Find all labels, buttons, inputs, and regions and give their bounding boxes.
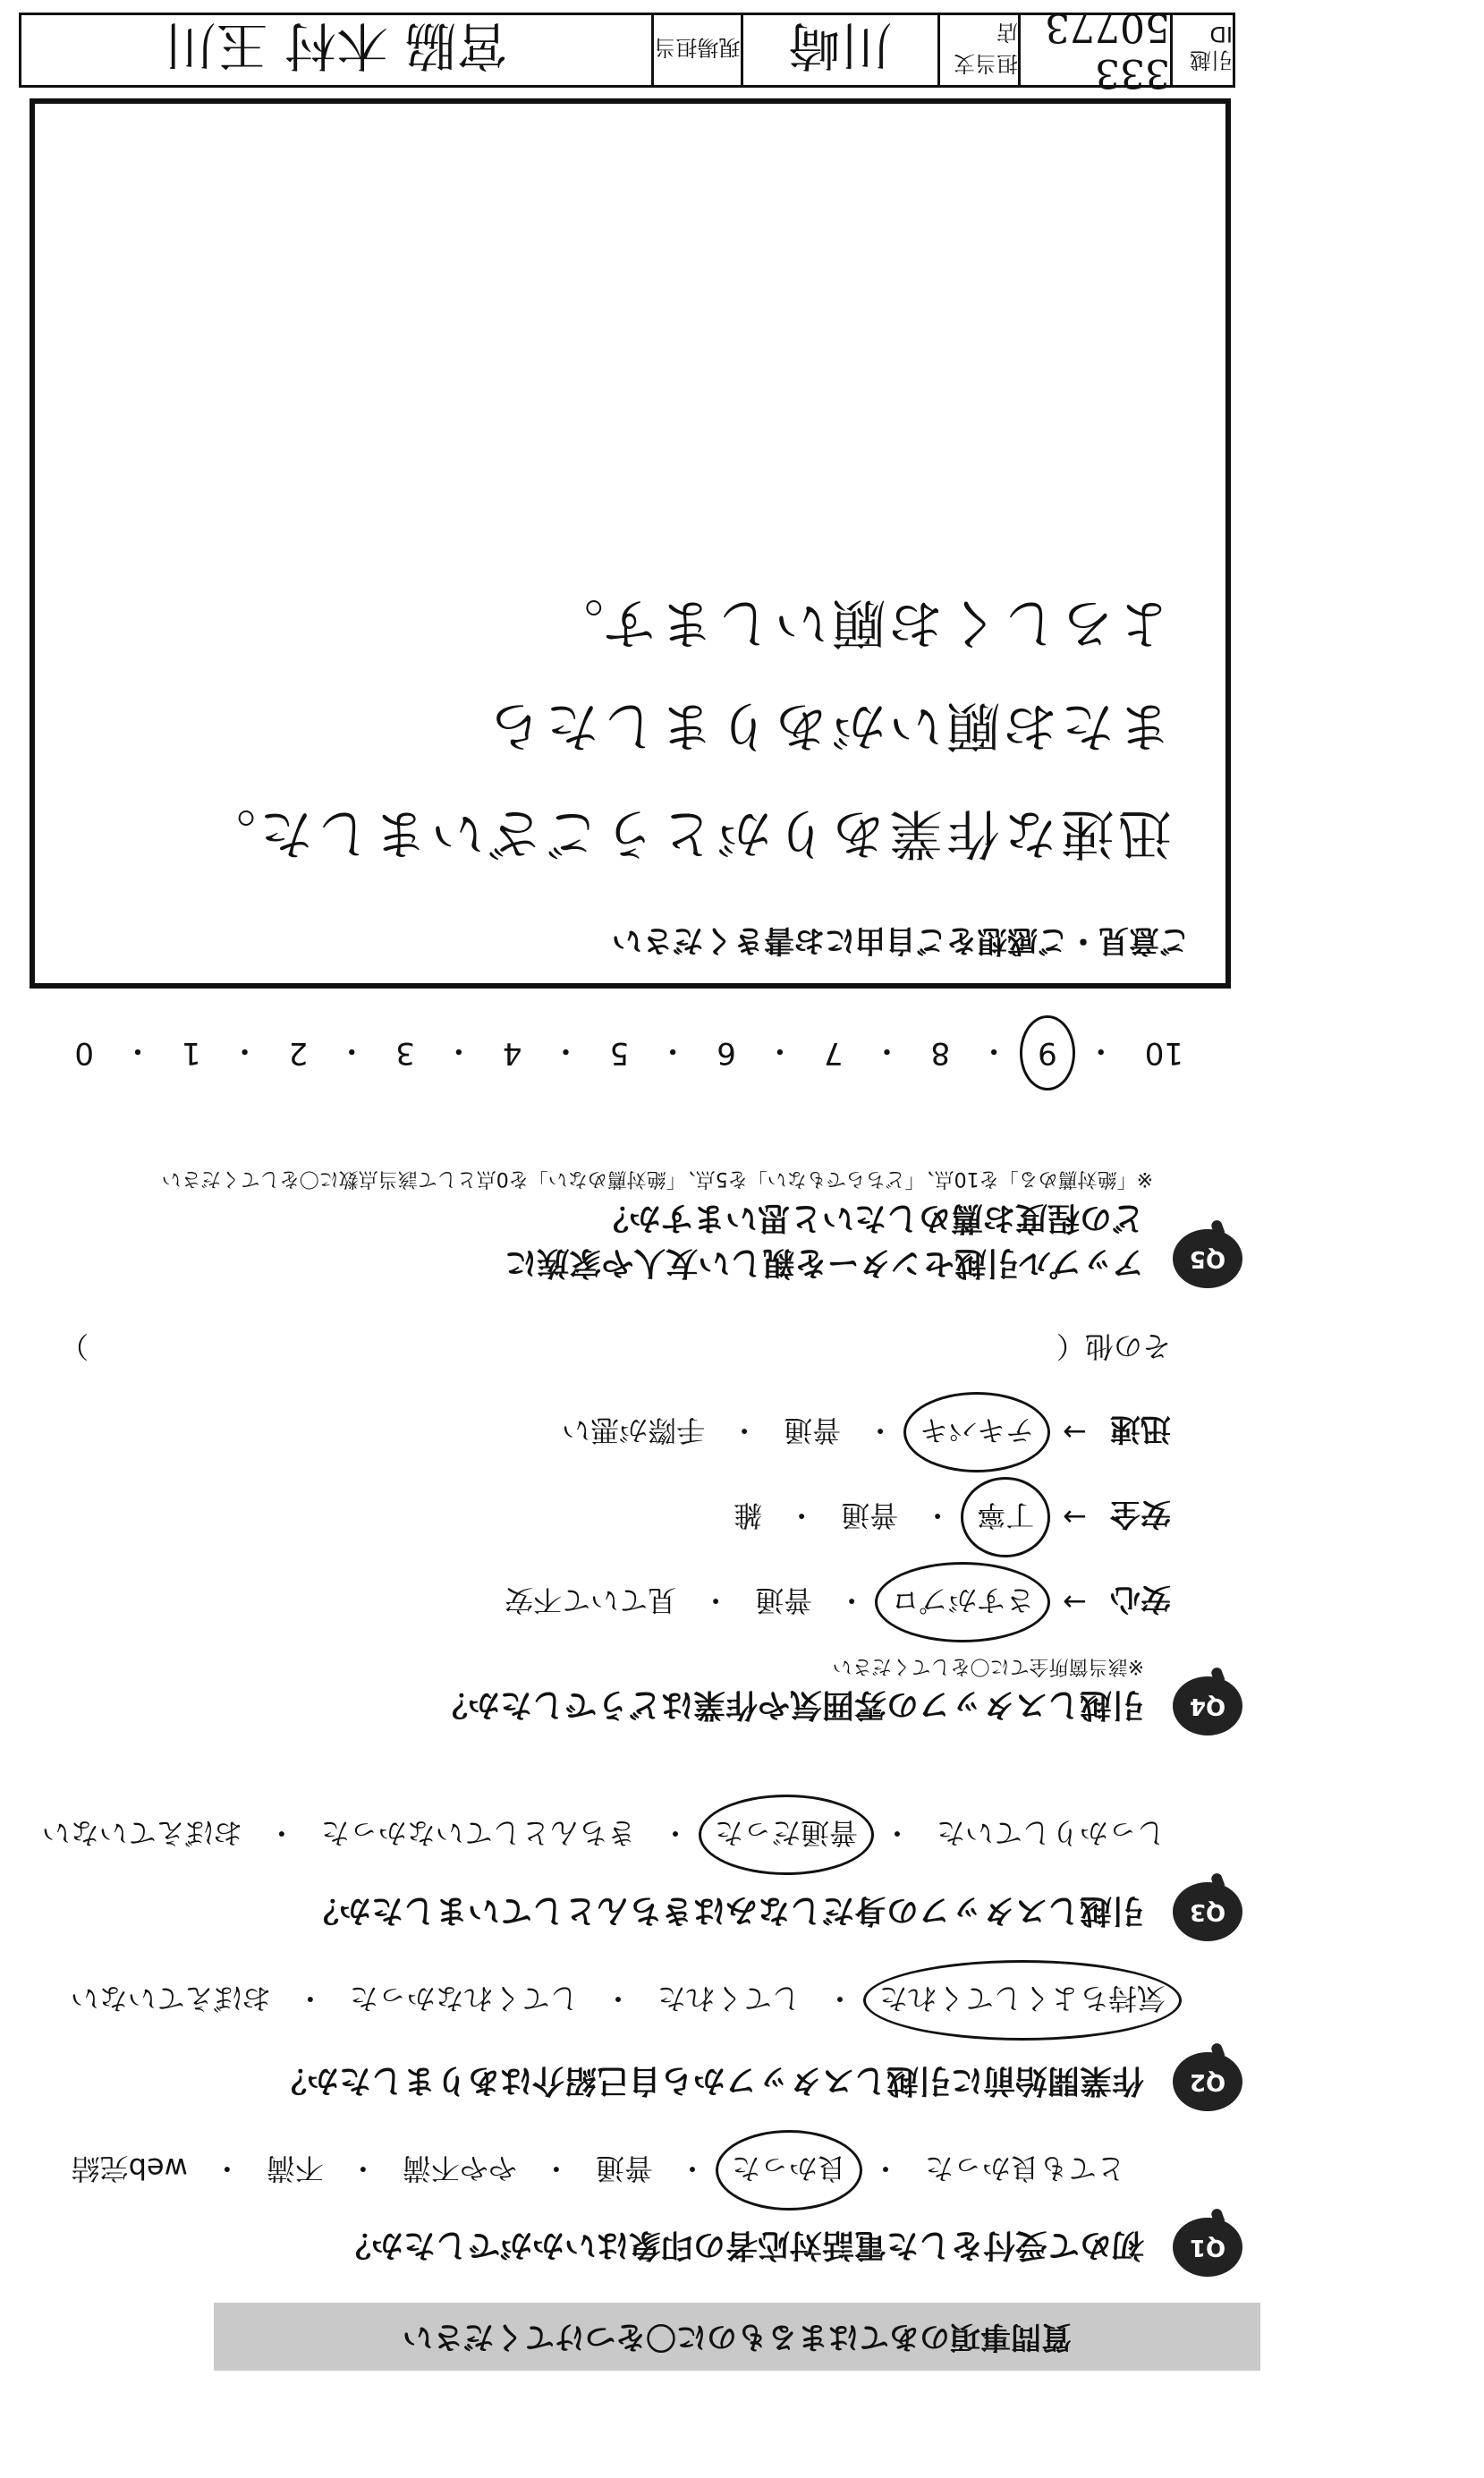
q2-options: 気持ちよくしてくれた ・ してくれた ・ してくれなかった ・ おぼえていない bbox=[65, 1974, 1171, 2026]
q3-question: 引越しスタッフの身だしなみはきちんとしていましたか？ bbox=[306, 1892, 1144, 1929]
q1-option-2-circled[interactable]: 良かった bbox=[726, 2144, 852, 2196]
q3-option-2-circled[interactable]: 普通だった bbox=[709, 1809, 863, 1861]
q5-score-3[interactable]: 3 bbox=[395, 1035, 415, 1072]
q4-row-label-anzen: 安全 bbox=[1110, 1496, 1171, 1532]
q5-score-4[interactable]: 4 bbox=[502, 1035, 522, 1072]
instruction-banner bbox=[214, 2303, 1260, 2371]
q1-option-5[interactable]: 不満 bbox=[266, 2151, 324, 2185]
q2-question: 作業開始前に引越しスタッフから自己紹介はありましたか？ bbox=[274, 2062, 1144, 2099]
q4-anzen-option-2[interactable]: 普通 bbox=[841, 1498, 899, 1532]
q4-other-close bbox=[60, 1328, 89, 1369]
q4-question: 引越しスタッフの雰囲気や作業はどうでしたか？ bbox=[435, 1686, 1144, 1723]
q5-question-line2: どの程度お薦めしたいと思いますか？ bbox=[596, 1200, 1144, 1236]
q2-option-1-circled[interactable]: 気持ちよくしてくれた bbox=[874, 1974, 1171, 2026]
q5-score-5[interactable]: 5 bbox=[609, 1035, 630, 1072]
comment-line-2: またお願いがありましたら bbox=[485, 694, 1172, 757]
q5-score-10[interactable]: 10 bbox=[1144, 1035, 1183, 1072]
q3-option-1[interactable]: しっかりしていた bbox=[936, 1816, 1166, 1850]
q4-anzen-option-1-circled[interactable]: 丁寧 bbox=[971, 1491, 1039, 1543]
q5-score-8[interactable]: 8 bbox=[930, 1035, 951, 1072]
q5-score-2[interactable]: 2 bbox=[288, 1035, 309, 1072]
header-staff-label-cell bbox=[651, 15, 741, 85]
q4-row-label-jinsoku: 迅速 bbox=[1110, 1411, 1171, 1447]
q5-scale: 10 ・ 9 ・ 8 ・ 7 ・ 6 ・ 5 ・ 4 ・ 3 ・ 2 ・ 1 ・ 0 bbox=[69, 1031, 1189, 1075]
q1-option-3[interactable]: 普通 bbox=[595, 2151, 653, 2185]
q4-jinsoku-option-2[interactable]: 普通 bbox=[784, 1413, 842, 1447]
header-staff-label: 現場担当 bbox=[654, 35, 741, 61]
q4-row-anshin: 安心 → さすがプロ ・ 普通 ・ 見ていて不安 bbox=[499, 1576, 1171, 1628]
q2-option-3[interactable]: してくれなかった bbox=[349, 1982, 579, 2015]
header-branch-value-cell[interactable] bbox=[741, 15, 937, 85]
q4-anshin-option-2[interactable]: 普通 bbox=[755, 1583, 813, 1617]
q2-badge: Q2 bbox=[1173, 2052, 1242, 2111]
q1-option-1[interactable]: とても良かった bbox=[924, 2151, 1125, 2185]
header-staff-value: 宮脇 木村 玉川 bbox=[164, 15, 509, 76]
comment-line-3: よろしくお願いします。 bbox=[546, 591, 1172, 654]
q4-note: ※該当箇所全てに〇をしてください bbox=[832, 1655, 1144, 1677]
q4-row-label-anshin: 安心 bbox=[1110, 1581, 1171, 1617]
header-id-label-cell bbox=[1170, 15, 1233, 85]
header-branch-value: 川崎 bbox=[788, 15, 893, 76]
q5-note: ※「絶対薦める」を10点、「どちらでもない」を5点、「絶対薦めない」を0点として該当点数に〇をしてください bbox=[161, 1167, 1153, 1190]
header-id-value-cell[interactable] bbox=[1018, 4, 1170, 96]
q5-score-6[interactable]: 6 bbox=[717, 1035, 736, 1072]
q4-anzen-option-3[interactable]: 雑 bbox=[734, 1498, 763, 1532]
q5-question-line1: アップル引越センターを親しい友人や家族に bbox=[505, 1244, 1144, 1281]
header-branch-label: 担当支店 bbox=[954, 20, 1018, 76]
header-table bbox=[19, 4, 1235, 96]
comment-line-1: 迅速な作業ありがとうございました。 bbox=[199, 802, 1172, 864]
q1-badge: Q1 bbox=[1173, 2218, 1242, 2277]
header-staff-value-cell[interactable] bbox=[21, 15, 651, 85]
q4-other bbox=[1056, 1328, 1171, 1369]
q4-other-label: その他（ bbox=[1056, 1329, 1171, 1363]
q4-jinsoku-option-3[interactable]: 手際が悪い bbox=[562, 1413, 706, 1447]
q1-question: 初めて受付をした電話対応者の印象はいかがでしたか？ bbox=[338, 2227, 1144, 2263]
q3-option-3[interactable]: きちんとしていなかった bbox=[320, 1816, 636, 1850]
q4-anshin-option-1-circled[interactable]: さすがプロ bbox=[886, 1576, 1039, 1628]
q2-option-4[interactable]: おぼえていない bbox=[70, 1982, 271, 2015]
q5-score-9-circled[interactable]: 9 bbox=[1032, 1036, 1063, 1072]
header-id-label: 引越ID bbox=[1190, 21, 1233, 73]
q5-badge: Q5 bbox=[1173, 1229, 1242, 1288]
comment-title: ご意見・ご感想をご自由にお書きください bbox=[612, 922, 1190, 958]
instruction-banner-text: 質問事項のあてはまるものに〇をつけてください bbox=[403, 2319, 1072, 2355]
q4-other-close-paren: ） bbox=[59, 1329, 89, 1363]
q1-options: とても良かった ・ 良かった ・ 普通 ・ やや不満 ・ 不満 ・ web完結 bbox=[66, 2144, 1131, 2196]
q3-option-4[interactable]: おぼえていない bbox=[41, 1816, 242, 1850]
q4-anshin-option-3[interactable]: 見ていて不安 bbox=[505, 1583, 677, 1617]
q4-row-anzen: 安全 → 丁寧 ・ 普通 ・ 雑 bbox=[728, 1491, 1171, 1543]
q1-option-6[interactable]: web完結 bbox=[71, 2151, 188, 2185]
q5-score-7[interactable]: 7 bbox=[823, 1035, 844, 1072]
q4-badge: Q4 bbox=[1173, 1676, 1242, 1735]
q3-options: しっかりしていた ・ 普通だった ・ きちんとしていなかった ・ おぼえていない bbox=[37, 1809, 1171, 1861]
q4-row-jinsoku: 迅速 → テキパキ ・ 普通 ・ 手際が悪い bbox=[556, 1406, 1171, 1458]
header-branch-label-cell bbox=[937, 15, 1018, 85]
q2-option-2[interactable]: してくれた bbox=[657, 1982, 801, 2015]
q5-score-0[interactable]: 0 bbox=[74, 1035, 94, 1072]
comment-box[interactable] bbox=[30, 98, 1231, 989]
q3-badge: Q3 bbox=[1173, 1882, 1242, 1941]
q4-jinsoku-option-1-circled[interactable]: テキパキ bbox=[914, 1406, 1039, 1458]
header-id-value: 333 50773 bbox=[1045, 4, 1170, 96]
q5-score-1[interactable]: 1 bbox=[181, 1035, 201, 1072]
q1-option-4[interactable]: やや不満 bbox=[402, 2151, 517, 2185]
